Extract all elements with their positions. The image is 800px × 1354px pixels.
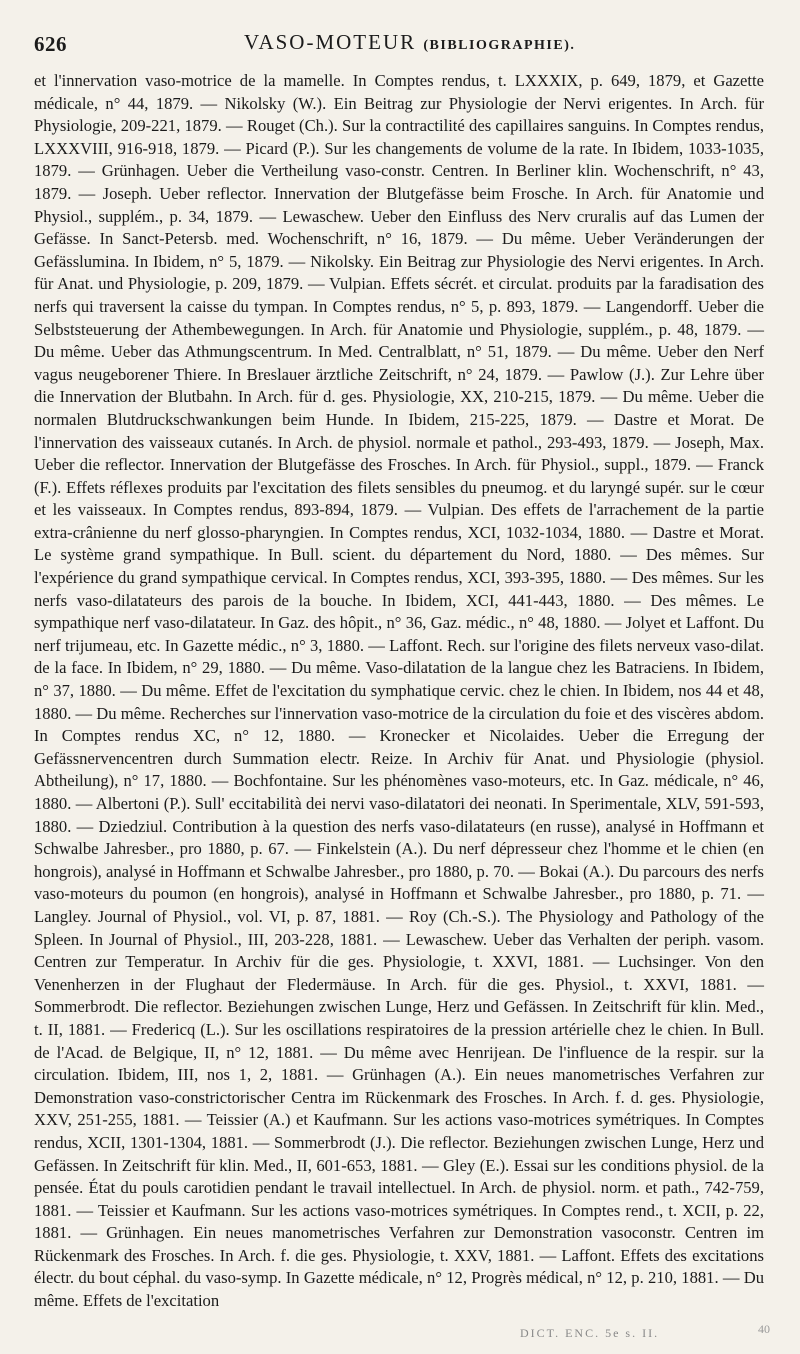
- sheet-signature: DICT. ENC. 5e s. II.: [520, 1326, 660, 1340]
- running-title: [244, 30, 575, 55]
- running-title-main: VASO-MOTEUR: [244, 30, 417, 54]
- sheet-number: 40: [758, 1322, 770, 1336]
- bibliography-paragraph: et l'innervation vaso-motrice de la mamelle. In Comptes rendus, t. LXXXIX, p. 649, 1879, et Gazette médicale, n° 44, 1879. — Nikolsky (W.). Ein Beitrag zur Physiologie der Nervi erigentes. In Arch. für Physiologie, 209-221, 1879. — Rouget (Ch.). Sur la contractilité des capillaires sanguins. In Comptes rendus, LXXXVIII, 916-918, 1879. — Picard (P.). Sur les changements de volume de la rate. In Ibidem, 1033-1035, 1879. — Grünhagen. Ueber die Vertheilung vaso-constr. Centren. In Berliner klin. Wochenschrift, n° 43, 1879. — Joseph. Ueber reflector. Innervation der Blutgefässe beim Frosche. In Arch. für Anatomie und Physiol., supplém., p. 34, 1879. — Lewaschew. Ueber den Einfluss des Nerv cruralis auf das Lumen der Gefässe. In Sanct-Petersb. med. Wochenschrift, n° 16, 1879. — Du même. Ueber Veränderungen der Gefässlumina. In Ibidem, n° 5, 1879. — Nikolsky. Ein Beitrag zur Physiologie des Nervi erigentes. In Arch. für Anat. und Physiologie, p. 209, 1879. — Vulpian. Effets sécrét. et circulat. produits par la faradisation des nerfs qui traversent la caisse du tympan. In Comptes rendus, n° 5, p. 893, 1879. — Langendorff. Ueber die Selbststeuerung der Athembewegungen. In Arch. für Anatomie und Physiologie, supplém., p. 48, 1879. — Du même. Ueber das Athmungscentrum. In Med. Centralblatt, n° 51, 1879. — Du même. Ueber den Nerf vagus neugeborener Thiere. In Breslauer ärztliche Zeitschrift, n° 24, 1879. — Pawlow (J.). Zur Lehre über die Innervation der Blutbahn. In Arch. für d. ges. Physiologie, XX, 210-215, 1879. — Du même. Ueber die normalen Blutdruckschwankungen beim Hunde. In Ibidem, 215-225, 1879. — Dastre et Morat. De l'innervation des vaisseaux cutanés. In Arch. de physiol. normale et pathol., 293-493, 1879. — Joseph, Max. Ueber die reflector. Innervation der Blutgefässe des Frosches. In Arch. für Physiol., suppl., 1879. — Franck (F.). Effets réflexes produits par l'excitation des filets sensibles du pneumog. et du laryngé supér. sur le cœur et les vaisseaux. In Comptes rendus, 893-894, 1879. — Vulpian. Des effets de l'arrachement de la partie extra-crânienne du nerf glosso-pharyngien. In Comptes rendus, XCI, 1032-1034, 1880. — Dastre et Morat. Le système grand sympathique. In Bull. scient. du département du Nord, 1880. — Des mêmes. Sur l'expérience du grand sympathique cervical. In Comptes rendus, XCI, 393-395, 1880. — Des mêmes. Sur les nerfs vaso-dilatateurs des parois de la bouche. In Ibidem, XCI, 441-443, 1880. — Des mêmes. Le sympathique nerf vaso-dilatateur. In Gaz. des hôpit., n° 36, Gaz. médic., n° 48, 1880. — Jolyet et Laffont. Du nerf trijumeau, etc. In Gazette médic., n° 3, 1880. — Laffont. Rech. sur l'origine des filets nerveux vaso-dilat. de la face. In Ibidem, n° 29, 1880. — Du même. Vaso-dilatation de la langue chez les Batraciens. In Ibidem, n° 37, 1880. — Du même. Effet de l'excitation du symphatique cervic. chez le chien. In Ibidem, nos 44 et 48, 1880. — Du même. Recherches sur l'innervation vaso-motrice de la circulation du foie et des viscères abdom. In Comptes rendus XC, n° 12, 1880. — Kronecker et Nicolaides. Ueber die Erregung der Gefässnervencentren durch Summation electr. Reize. In Archiv für Anat. und Physiologie (physiol. Abtheilung), n° 17, 1880. — Bochfontaine. Sur les phénomènes vaso-moteurs, etc. In Gaz. médicale, n° 46, 1880. — Albertoni (P.). Sull' eccitabilità dei nervi vaso-dilatatori dei neonati. In Sperimentale, XLV, 591-593, 1880. — Dziedziul. Contribution à la question des nerfs vaso-dilatateurs (en russe), analysé in Hoffmann et Schwalbe Jahresber., pro 1880, p. 67. — Finkelstein (A.). Du nerf dépresseur chez l'homme et le chien (en hongrois), analysé in Hoffmann et Schwalbe Jahresber., pro 1880, p. 70. — Bokai (A.). Du parcours des nerfs vaso-moteurs du poumon (en hongrois), analysé in Hoffmann et Schwalbe Jahresber., pro 1880, p. 71. — Langley. Journal of Physiol., vol. VI, p. 87, 1881. — Roy (Ch.-S.). The Physiology and Pathology of the Spleen. In Journal of Physiol., III, 203-228, 1881. — Lewaschew. Ueber das Verhalten der periph. vasom. Centren zur Temperatur. In Archiv für die ges. Physiologie, t. XXVI, 1881. — Luchsinger. Von den Venenherzen in der Flughaut der Fledermäuse. In Arch. für die ges. Physiol., t. XXVI, 1881. — Sommerbrodt. Die reflector. Beziehungen zwischen Lunge, Herz und Gefässen. In Zeitschrift für klin. Med., t. II, 1881. — Fredericq (L.). Sur les oscillations respiratoires de la pression artérielle chez le chien. In Bull. de l'Acad. de Belgique, II, n° 12, 1881. — Du même avec Henrijean. De l'influence de la respir. sur la circulation. Ibidem, III, nos 1, 2, 1881. — Grünhagen (A.). Ein neues manometrisches Verfahren zur Demonstration vaso-constrictorischer Centra im Rückenmark des Frosches. In Arch. f. d. ges. Physiologie, XXV, 251-255, 1881. — Teissier (A.) et Kaufmann. Sur les actions vaso-motrices symétriques. In Comptes rendus, XCII, 1301-1304, 1881. — Sommerbrodt (J.). Die reflector. Beziehungen zwischen Lunge, Herz und Gefässen. In Zeitschrift für klin. Med., II, 601-653, 1881. — Gley (E.). Essai sur les conditions physiol. de la pensée. État du pouls carotidien pendant le travail intellectuel. In Arch. de physiol. norm. et path., 742-759, 1881. — Teissier et Kaufmann. Sur les actions vaso-motrices symétriques. In Comptes rend., t. XCII, p. 22, 1881. — Grünhagen. Ein neues manometrisches Verfahren zur Demonstration vasoconstr. Centren im Rückenmark des Frosches. In Arch. f. die ges. Physiologie, t. XXV, 1881. — Laffont. Effets des excitations électr. du bout céphal. du vaso-symp. In Gazette médicale, n° 12, Progrès médical, n° 12, p. 210, 1881. — Du même. Effets de l'excitation: [34, 71, 764, 1311]
- page-header: [34, 30, 772, 64]
- running-title-sub: (BIBLIOGRAPHIE).: [423, 38, 576, 53]
- bibliography-text: [34, 70, 764, 1313]
- page-number: 626: [34, 32, 67, 56]
